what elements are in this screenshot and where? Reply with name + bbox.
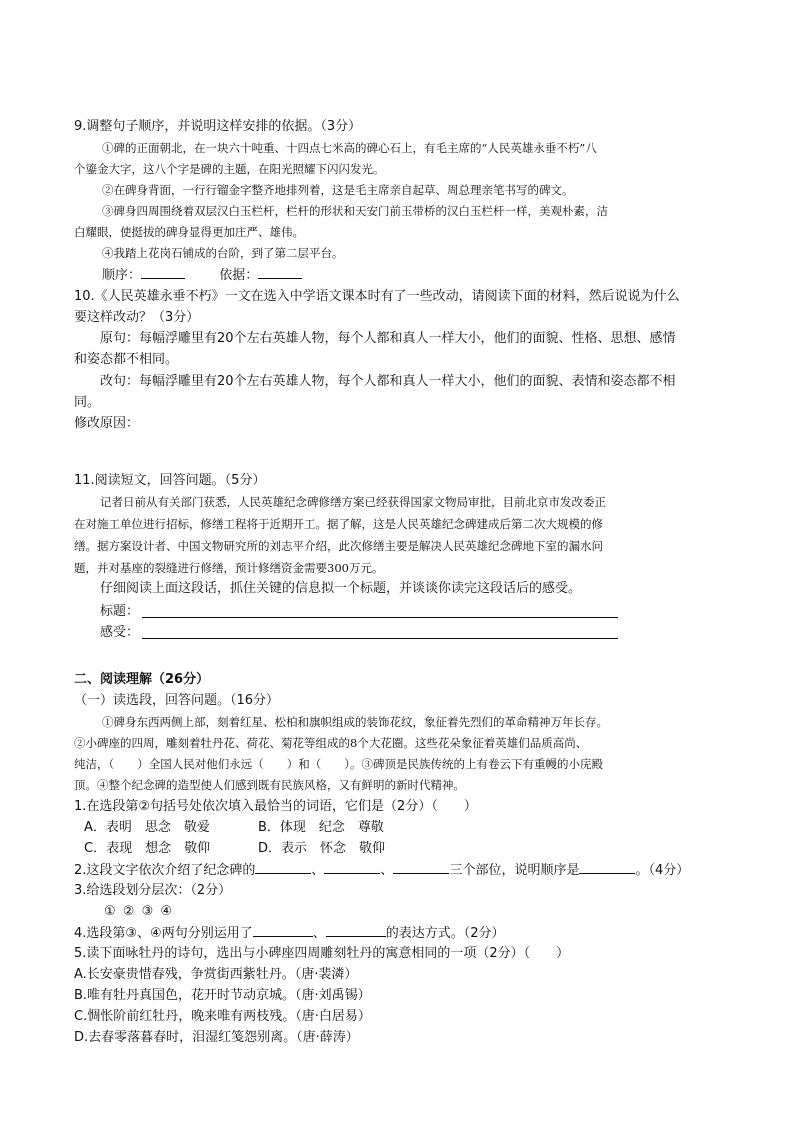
s2-q5-option-b[interactable]: B.唯有牡丹真国色，花开时节动京城。（唐·刘禹锡） (74, 988, 371, 1003)
q9-sentence-2: ②在碑身背面，一行行镏金字整齐地排列着，这是毛主席亲自起草、周总理亲笔书写的碑文。 (102, 183, 574, 197)
s2-q4-text-a: 4.选段第③、④两句分别运用了 (74, 926, 253, 941)
q11-title-label: 标题： (100, 604, 140, 619)
s2-q2-sep-1: 、 (311, 863, 325, 878)
q9-sentence-4: ④我踏上花岗石铺成的台阶，到了第二层平台。 (102, 246, 344, 260)
q11-passage-line-1: 记者日前从有关部门获悉，人民英雄纪念碑修缮方案已经获得国家文物局审批，目前北京市发改委正 (100, 495, 606, 509)
q9-sentence-3-cont: 白耀眼，使挺拔的碑身显得更加庄严、雄伟。 (74, 225, 304, 239)
s2-q2-text-b: 三个部位，说明顺序是 (449, 863, 580, 878)
q9-sentence-1-cont: 个鎏金大字，这八个字是碑的主题，在阳光照耀下闪闪发光。 (74, 162, 385, 176)
q11-feel-label: 感受： (100, 625, 140, 640)
s2-q5: 5.读下面咏牡丹的诗句，选出与小碑座四周雕刻牡丹的寓意相同的一项（2分）（ ） (74, 946, 570, 961)
s2-q1-option-a[interactable]: A．表明 思念 敬爱 (84, 820, 210, 835)
basis-blank[interactable] (258, 266, 302, 279)
passage-line-2: ②小碑座的四周，雕刻着牡丹花、荷花、菊花等组成的8个大花圈。这些花朵象征着英雄们品质高尚、 (74, 736, 588, 750)
q9-sentence-3: ③碑身四周围绕着双层汉白玉栏杆，栏杆的形状和天安门前玉带桥的汉白玉栏杆一样，美观朴素，洁 (102, 204, 608, 218)
passage-line-1: ①碑身东西两侧上部，刻着红星、松柏和旗帜组成的装饰花纹，象征着先烈们的革命精神万年长存。 (102, 715, 608, 729)
s2-q2-blank-4[interactable] (579, 861, 635, 874)
s2-q2-blank-2[interactable] (324, 861, 380, 874)
s2-q2-blank-1[interactable] (255, 861, 311, 874)
s2-q1-option-c[interactable]: C．表现 想念 敬仰 (84, 841, 211, 856)
q11-prompt: 仔细阅读上面这段话，抓住关键的信息拟一个标题，并谈谈你读完这段话后的感受。 (100, 581, 582, 596)
q9-answer-row (102, 266, 302, 285)
s2-q1-option-d[interactable]: D．表示 怀念 敬仰 (258, 841, 386, 856)
q11-title-answer-line[interactable] (142, 617, 618, 618)
q10-title: 10.《人民英雄永垂不朽》一文在选入中学语文课本时有了一些改动，请阅读下面的材料，然后说说为什么 (74, 289, 680, 304)
q11-passage-line-3: 缮。据方案设计者、中国文物研究所的刘志平介绍，此次修缮主要是解决人民英雄纪念碑地下室的漏水问 (74, 539, 603, 553)
s2-q1-option-b[interactable]: B．体现 纪念 尊敬 (258, 820, 384, 835)
q9-sentence-1: ①碑的正面朝北，在一块六十吨重、十四点七米高的碑心石上，有毛主席的“人民英雄永垂不朽”八 (102, 141, 597, 155)
s2-q3: 3.给选段划分层次：（2分） (74, 883, 232, 898)
s2-q2-text-a: 2.这段文字依次介绍了纪念碑的 (74, 863, 256, 878)
s2-q2-sep-2: 、 (380, 863, 394, 878)
s2-q2-text-c: 。（4分） (635, 863, 690, 878)
section-2-subheading: （一）读选段，回答问题。（16分） (74, 693, 280, 708)
basis-label: 依据： (219, 268, 259, 283)
passage-line-3: 纯洁，（ ）全国人民对他们永远（ ）和（ ）。③碑顶是民族传统的上有卷云下有重幔的小庑殿 (74, 757, 603, 771)
s2-q4-blank-2[interactable] (326, 924, 386, 937)
s2-q4 (74, 924, 505, 943)
q10-reason-label: 修改原因： (74, 416, 140, 431)
s2-q4-sep: 、 (312, 926, 326, 941)
q10-original-sentence-cont: 和姿态都不相同。 (74, 352, 179, 367)
passage-line-4: 顶。④整个纪念碑的造型使人们感到既有民族风格，又有鲜明的新时代精神。 (74, 778, 465, 792)
s2-q3-options: ① ② ③ ④ (104, 904, 173, 919)
s2-q5-option-c[interactable]: C.惆怅阶前红牡丹，晚来唯有两枝残。（唐·白居易） (74, 1009, 371, 1024)
s2-q4-text-b: 的表达方式。（2分） (385, 926, 505, 941)
q9-title: 9.调整句子顺序，并说明这样安排的依据。（3分） (74, 119, 362, 134)
q11-passage-line-4: 题，并对基座的裂缝进行修缮，预计修缮资金需要300万元。 (74, 561, 384, 575)
q10-revised-sentence-cont: 同。 (74, 395, 101, 410)
s2-q2-blank-3[interactable] (393, 861, 449, 874)
q10-revised-sentence: 改句：每幅浮雕里有20个左右英雄人物，每个人都和真人一样大小，他们的面貌、表情和姿态都不相 (100, 374, 676, 389)
q11-passage-line-2: 在对施工单位进行招标，修缮工程将于近期开工。据了解，这是人民英雄纪念碑建成后第二次大规模的修 (74, 517, 603, 531)
q11-title: 11.阅读短文，回答问题。（5分） (74, 473, 266, 488)
s2-q5-option-a[interactable]: A.长安豪贵惜春残，争赏街西紫牡丹。（唐·裴潾） (74, 967, 358, 982)
s2-q4-blank-1[interactable] (253, 924, 313, 937)
q10-title-cont: 要这样改动？（3分） (74, 310, 200, 325)
order-blank[interactable] (141, 266, 185, 279)
s2-q5-option-d[interactable]: D.去春零落暮春时，泪湿红笺怨别离。（唐·薛涛） (74, 1030, 359, 1045)
s2-q2 (74, 861, 689, 880)
order-label: 顺序： (102, 268, 142, 283)
q10-original-sentence: 原句：每幅浮雕里有20个左右英雄人物，每个人都和真人一样大小，他们的面貌、性格、思想、感情 (100, 331, 676, 346)
s2-q1: 1.在选段第②句括号处依次填入最恰当的词语，它们是（2分）（ ） (74, 799, 477, 814)
q11-feel-answer-line[interactable] (142, 638, 618, 639)
section-2-heading: 二、阅读理解（26分） (74, 672, 210, 687)
